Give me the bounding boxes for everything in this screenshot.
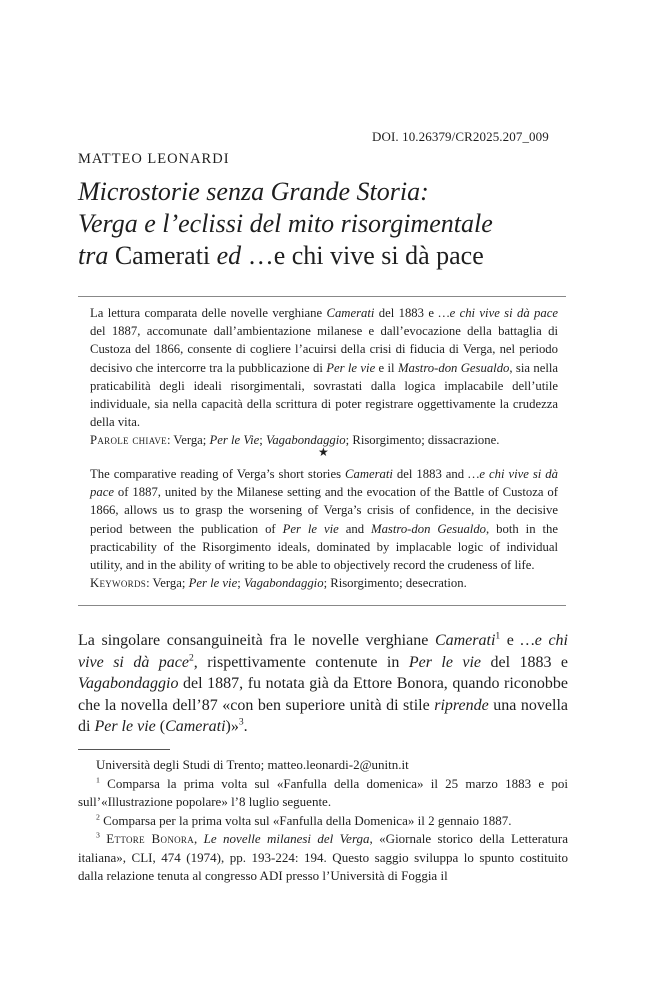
abstract-italian: La lettura comparata delle novelle verghiane Camerati del 1883 e …e chi vive si dà pace del 1887, accomunate dall’ambientazione milanese e dall’evocazione della battaglia di Custoza del 1866, consente di cogliere l’acuirsi della crisi di fiducia di Verga, nel periodo decisivo che intercorre tra la pubblicazione di Per le vie e il Mastro-don Gesualdo, sia nella praticabilità degli ideali risorgimentali, sovrastati dalla logica implacabile dell’utile individuale, sia nella capacità della scrittura di poter registrare oggettivamente la crudezza della vita. Parole chiave: Verga; Per le Vie; Vagabondaggio; Risorgimento; dissacrazione. [90, 304, 558, 450]
title-work-e-chi-vive: …e chi vive si dà pace [247, 241, 484, 270]
keywords-italian: Parole chiave: Verga; Per le Vie; Vagabondaggio; Risorgimento; dissacrazione. [90, 433, 500, 448]
author-name: MATTEO LEONARDI [78, 151, 230, 167]
footnote-ref-3[interactable]: 3 [238, 716, 244, 728]
body-paragraph: La singolare consanguineità fra le novelle verghiane Camerati$^1$ e …e chi vive si dà pace$^2$, rispettivamente contenute in Per le vie del 1883 e Vagabondaggio del 1887, fu notata già da Ettore Bonora, quando riconobbe che la novella dell’87 «con ben superiore unità di stile riprende una novella di Per le vie (Camerati)»$^3$. [78, 630, 568, 735]
title-line-3 [78, 240, 578, 272]
doi-label: DOI. 10.26379/CR2025.207_009 [372, 129, 549, 144]
article-title [78, 176, 578, 272]
title-line-1: Microstorie senza Grande Storia: [78, 177, 429, 206]
title-ed: ed [216, 241, 242, 270]
footnote-1: $^1$ Comparsa la prima volta sul «Fanfulla della domenica» il 25 marzo 1883 e poi sull’«Illustrazione popolare» l’8 luglio seguente. [78, 775, 568, 809]
author-affiliation: Università degli Studi di Trento; matteo.leonardi-2@unitn.it [96, 757, 409, 772]
footnote-rule [78, 749, 170, 750]
keywords-english: Keywords: Verga; Per le vie; Vagabondaggio; Risorgimento; desecration. [90, 576, 467, 591]
abstract-english: The comparative reading of Verga’s short stories Camerati del 1883 and …e chi vive si dà pace of 1887, united by the Milanese setting and the evocation of the Battle of Custoza of 1866, allows us to grasp the worsening of Verga’s crisis of confidence, in the decisive period between the publication of Per le vie and Mastro-don Gesualdo, both in the practicability of the Risorgimento ideals, dominated by implacable logic of individual utility, and in the ability of writing to be able to objectively record the crudeness of life. Keywords: Verga; Per le vie; Vagabondaggio; Risorgimento; desecration. [90, 465, 558, 592]
footnote-ref-1[interactable]: 1 [495, 630, 501, 642]
footnote-2: $^2$ Comparsa per la prima volta sul «Fanfulla della Domenica» il 2 gennaio 1887. [96, 812, 512, 828]
title-line-2: Verga e l’eclissi del mito risorgimentale [78, 209, 493, 238]
title-tra: tra [78, 241, 109, 270]
star-separator: ★ [318, 445, 329, 459]
title-work-camerati: Camerati [114, 241, 211, 270]
footnote-ref-2[interactable]: 2 [188, 652, 194, 664]
footnote-3: $^3$ Ettore Bonora, Le novelle milanesi del Verga, «Giornale storico della Letteratura italiana», CLI, 474 (1974), pp. 193-224: 194. Questo saggio sviluppa lo spunto costituito dalla relazione tenuta al congresso ADI presso l’Università di Foggia il [78, 830, 568, 883]
abstract-top-rule [78, 296, 566, 297]
footnotes [78, 756, 568, 886]
abstract-bottom-rule [78, 605, 566, 606]
